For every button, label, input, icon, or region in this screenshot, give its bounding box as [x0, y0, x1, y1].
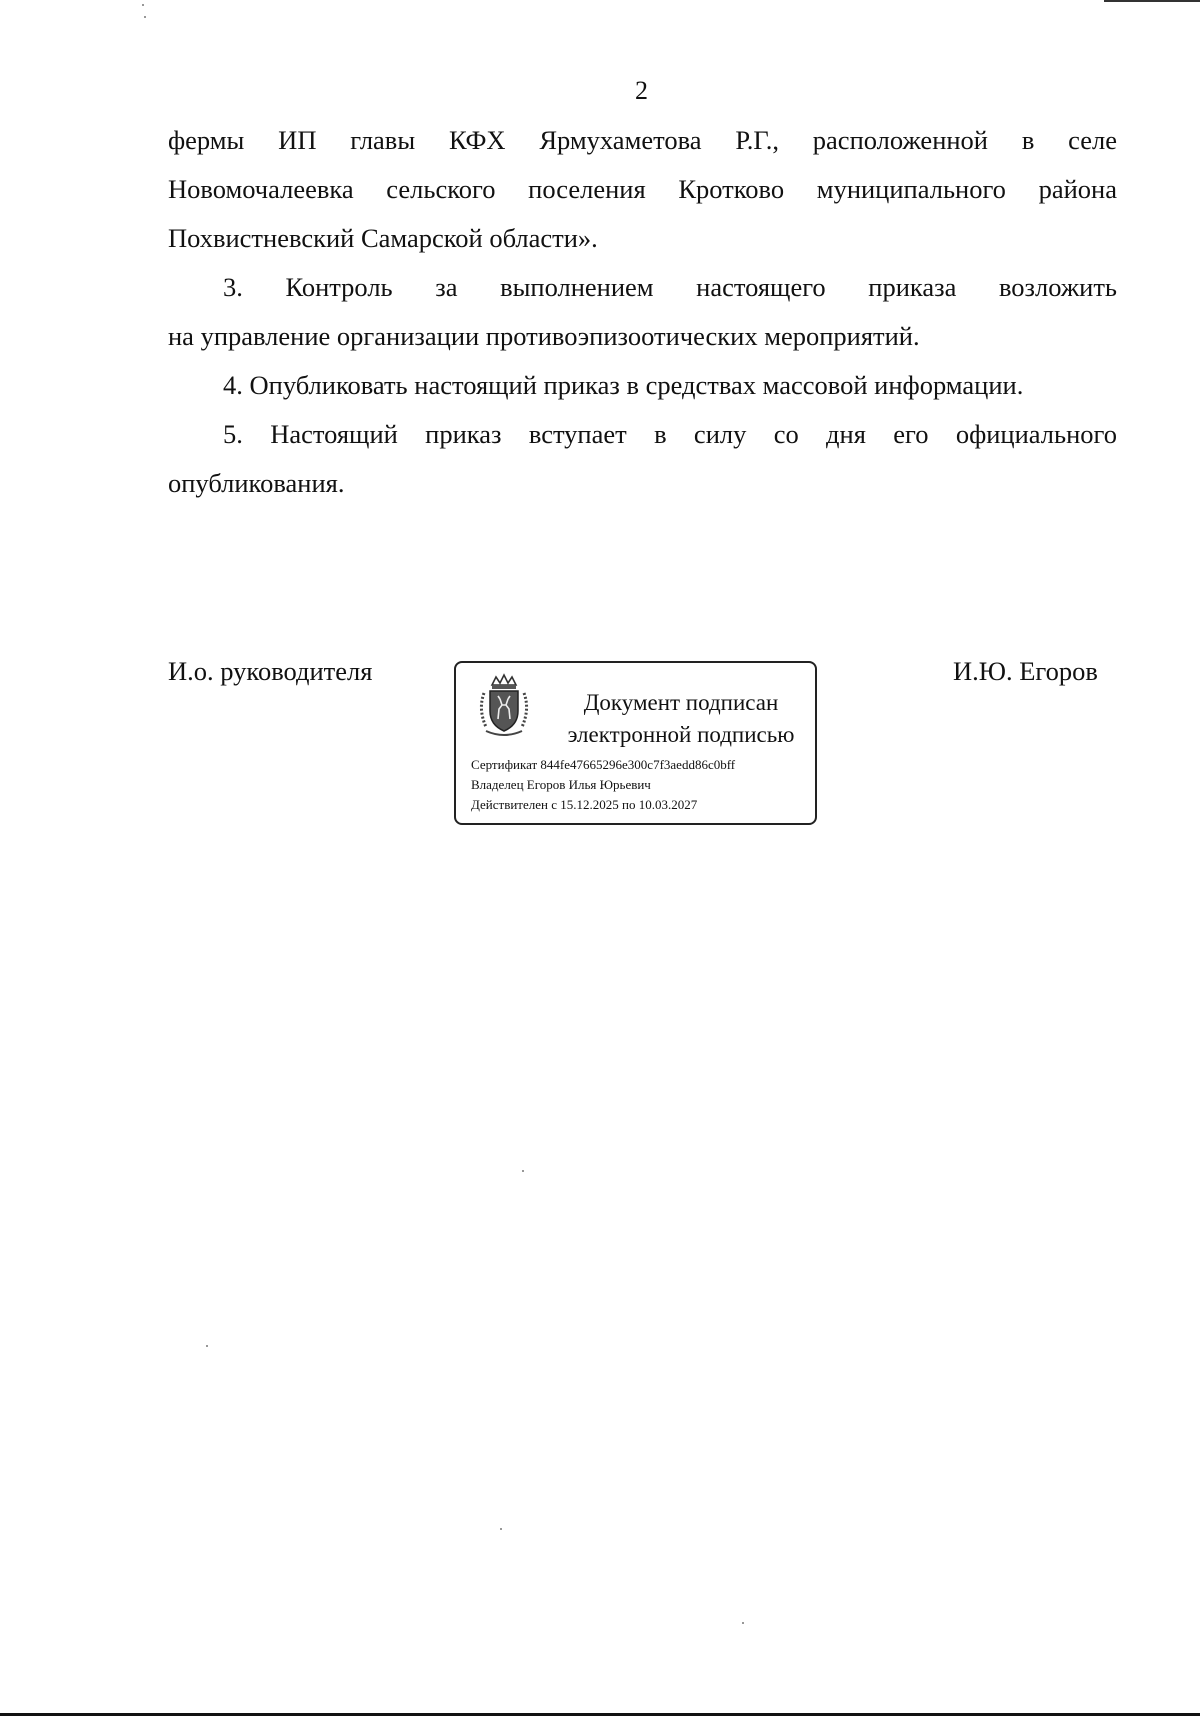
page-number: 2 [635, 76, 648, 105]
text-line: фермы ИП главы КФХ Ярмухаметова Р.Г., расположенной в селе [168, 125, 1117, 155]
samara-coat-of-arms-icon [472, 671, 536, 739]
document-body [168, 116, 1117, 508]
item-5-paragraph [168, 410, 1117, 508]
text-line: на управление организации противоэпизоотических мероприятий. [168, 321, 920, 351]
stamp-details [471, 755, 735, 815]
text-line: Новомочалеевка сельского поселения Кротково муниципального района [168, 174, 1117, 204]
scan-speck [522, 1170, 524, 1172]
signatory-name: И.Ю. Егоров [953, 656, 1098, 686]
item-4-paragraph [168, 361, 1117, 410]
text-line: 3. Контроль за выполнением настоящего приказа возложить [223, 272, 1117, 302]
scan-speck [144, 16, 146, 18]
text-line: 4. Опубликовать настоящий приказ в средствах массовой информации. [223, 370, 1024, 400]
stamp-certificate: Сертификат 844fe47665296e300c7f3aedd86c0bff [471, 757, 736, 772]
text-line: 5. Настоящий приказ вступает в силу со дня его официального [223, 419, 1117, 449]
stamp-title-line: электронной подписью [567, 722, 795, 747]
electronic-signature-stamp [454, 661, 817, 825]
scan-speck [742, 1622, 744, 1624]
stamp-title [556, 687, 806, 751]
scan-speck [142, 4, 144, 6]
text-line: Похвистневский Самарской области». [168, 223, 598, 253]
paragraph-continuation [168, 116, 1117, 263]
stamp-owner: Владелец Егоров Илья Юрьевич [471, 777, 651, 792]
stamp-title-line: Документ подписан [583, 690, 779, 715]
stamp-validity: Действителен с 15.12.2025 по 10.03.2027 [471, 797, 698, 812]
scan-speck [206, 1345, 208, 1347]
top-edge-rule [1104, 0, 1200, 2]
text-line: опубликования. [168, 468, 345, 498]
scan-speck [500, 1528, 502, 1530]
item-3-paragraph [168, 263, 1117, 361]
signatory-position: И.о. руководителя [168, 656, 373, 686]
